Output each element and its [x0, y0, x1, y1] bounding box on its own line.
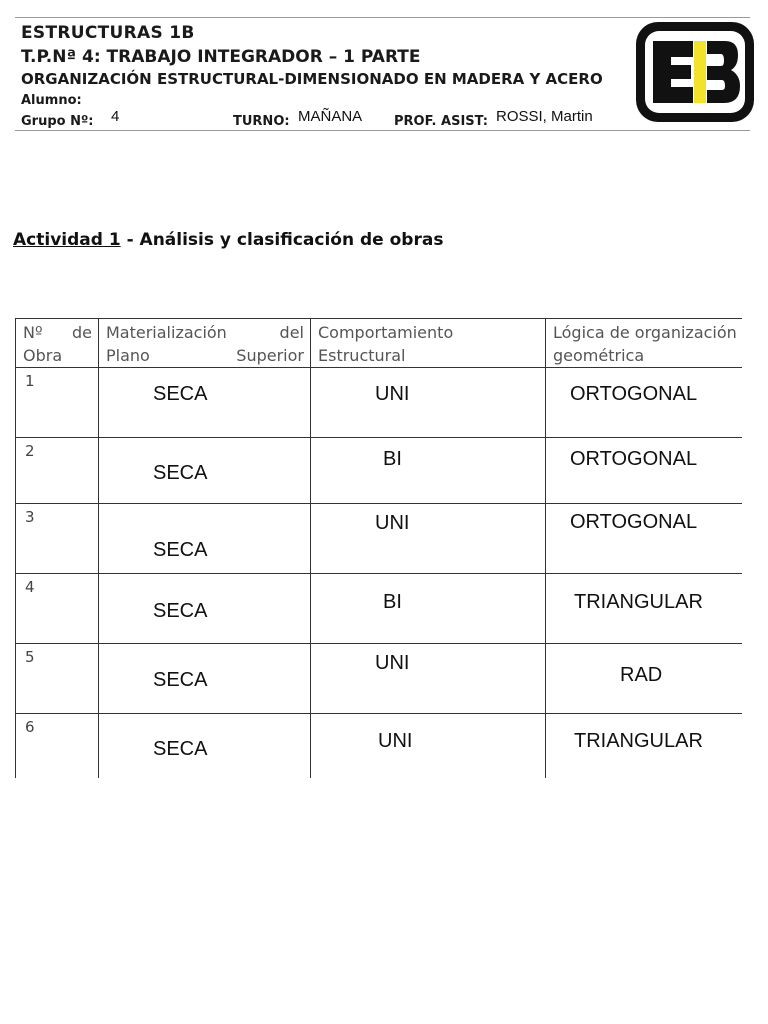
row-num: 1 — [16, 368, 99, 438]
cell-value: SECA — [153, 738, 208, 760]
cell-value: ORTOGONAL — [570, 448, 698, 470]
activity-title: - Análisis y clasificación de obras — [120, 230, 444, 250]
table-row — [16, 438, 743, 504]
col-header-num: Nº de Obra — [16, 319, 99, 368]
table-row — [16, 644, 743, 714]
col-header-logica: Lógica de organización geométrica — [546, 319, 743, 368]
cell-comportamiento — [311, 574, 546, 644]
cell-logica — [546, 574, 743, 644]
cell-value: SECA — [153, 383, 208, 405]
obras-table-container — [15, 318, 742, 778]
cell-materializacion — [99, 504, 311, 574]
cell-value: UNI — [378, 730, 413, 752]
cell-value: TRIANGULAR — [574, 730, 703, 752]
header-bottom-rule — [15, 130, 750, 131]
table-header-row — [16, 319, 743, 368]
cell-value: BI — [383, 591, 402, 613]
cell-logica — [546, 644, 743, 714]
cell-comportamiento — [311, 644, 546, 714]
cell-value: SECA — [153, 539, 208, 561]
cell-logica — [546, 368, 743, 438]
prof-label: PROF. ASIST: — [394, 114, 489, 129]
cell-comportamiento — [311, 368, 546, 438]
cell-value: UNI — [375, 512, 410, 534]
grupo-label: Grupo Nº: — [21, 114, 94, 129]
cell-comportamiento — [311, 714, 546, 779]
table-row — [16, 504, 743, 574]
cell-value: ORTOGONAL — [570, 383, 698, 405]
eb-logo — [636, 22, 754, 122]
cell-logica — [546, 714, 743, 779]
row-num: 6 — [16, 714, 99, 779]
cell-value: UNI — [375, 652, 410, 674]
cell-materializacion — [99, 368, 311, 438]
cell-value: RAD — [620, 664, 663, 686]
cell-materializacion — [99, 574, 311, 644]
cell-value: SECA — [153, 600, 208, 622]
cell-value: ORTOGONAL — [570, 511, 698, 533]
tp-subtitle: ORGANIZACIÓN ESTRUCTURAL-DIMENSIONADO EN MADERA Y ACERO — [21, 70, 603, 88]
prof-value: ROSSI, Martin — [496, 108, 593, 125]
tp-title: T.P.Nª 4: TRABAJO INTEGRADOR – 1 PARTE — [21, 47, 421, 67]
cell-materializacion — [99, 714, 311, 779]
cell-logica — [546, 504, 743, 574]
grupo-value: 4 — [111, 108, 120, 125]
alumno-label: Alumno: — [21, 93, 82, 108]
row-num: 4 — [16, 574, 99, 644]
cell-materializacion — [99, 644, 311, 714]
header-top-rule — [15, 17, 750, 18]
cell-comportamiento — [311, 438, 546, 504]
table-row — [16, 574, 743, 644]
col-header-materializacion: Materialización del Plano Superior — [99, 319, 311, 368]
col-header-comportamiento: Comportamiento Estructural — [311, 319, 546, 368]
obras-table — [15, 318, 742, 778]
activity-label: Actividad 1 — [13, 230, 121, 250]
cell-value: TRIANGULAR — [574, 591, 703, 613]
row-num: 5 — [16, 644, 99, 714]
cell-value: BI — [383, 448, 402, 470]
course-title: ESTRUCTURAS 1B — [21, 23, 195, 43]
table-row — [16, 368, 743, 438]
cell-value: UNI — [375, 383, 410, 405]
cell-logica — [546, 438, 743, 504]
turno-label: TURNO: — [233, 114, 290, 129]
turno-value: MAÑANA — [298, 108, 363, 125]
cell-materializacion — [99, 438, 311, 504]
cell-comportamiento — [311, 504, 546, 574]
row-num: 2 — [16, 438, 99, 504]
cell-value: SECA — [153, 462, 208, 484]
cell-value: SECA — [153, 669, 208, 691]
activity-heading — [13, 230, 443, 250]
row-num: 3 — [16, 504, 99, 574]
table-row — [16, 714, 743, 779]
